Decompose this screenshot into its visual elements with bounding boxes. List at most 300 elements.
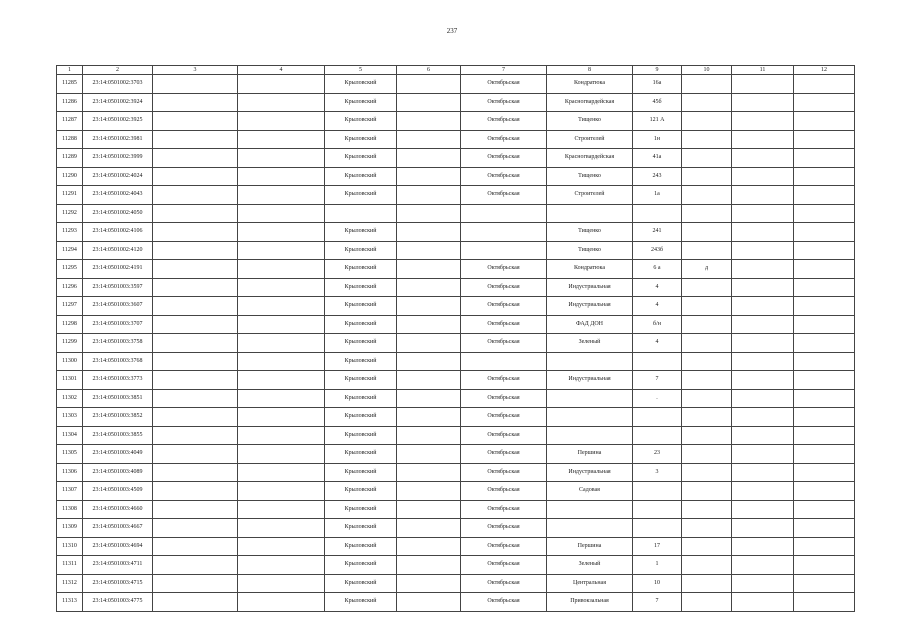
table-cell xyxy=(682,445,732,464)
table-cell: 7 xyxy=(633,593,682,612)
table-cell: Зеленый xyxy=(547,334,633,353)
table-cell xyxy=(153,297,238,316)
table-cell xyxy=(682,593,732,612)
table-cell xyxy=(794,93,855,112)
table-cell xyxy=(682,223,732,242)
table-cell: 4 xyxy=(633,297,682,316)
table-cell xyxy=(682,149,732,168)
table-cell: Тищенко xyxy=(547,112,633,131)
table-cell: 16а xyxy=(633,75,682,94)
table-cell xyxy=(397,112,461,131)
table-cell: 23:14:0501002:3924 xyxy=(83,93,153,112)
table-cell xyxy=(238,463,325,482)
registry-table xyxy=(56,65,855,612)
table-cell: 23:14:0501002:4106 xyxy=(83,223,153,242)
table-cell xyxy=(397,593,461,612)
table-cell xyxy=(732,278,794,297)
table-cell: Крыловский xyxy=(325,500,397,519)
table-cell xyxy=(153,204,238,223)
table-cell xyxy=(238,352,325,371)
table-cell: 23:14:0501002:4191 xyxy=(83,260,153,279)
table-cell: 23:14:0501003:4049 xyxy=(83,445,153,464)
table-cell: Кондратюка xyxy=(547,260,633,279)
table-cell: Садовая xyxy=(547,482,633,501)
table-cell xyxy=(238,167,325,186)
table-cell xyxy=(153,260,238,279)
table-cell xyxy=(682,408,732,427)
table-cell xyxy=(732,519,794,538)
table-cell: Крыловский xyxy=(325,426,397,445)
table-cell xyxy=(732,463,794,482)
table-cell: Крыловский xyxy=(325,75,397,94)
table-row xyxy=(57,149,855,168)
table-cell: 4 xyxy=(633,278,682,297)
table-row xyxy=(57,519,855,538)
table-cell: Крыловский xyxy=(325,593,397,612)
column-header: 9 xyxy=(633,66,682,75)
table-cell xyxy=(732,260,794,279)
table-cell xyxy=(397,149,461,168)
table-cell: Октябрьская xyxy=(461,463,547,482)
table-cell xyxy=(794,186,855,205)
table-cell xyxy=(732,297,794,316)
table-cell: Октябрьская xyxy=(461,130,547,149)
table-cell: 23:14:0501003:3607 xyxy=(83,297,153,316)
table-cell: 11303 xyxy=(57,408,83,427)
table-cell xyxy=(153,371,238,390)
table-cell xyxy=(153,463,238,482)
table-cell xyxy=(238,223,325,242)
table-row xyxy=(57,241,855,260)
table-cell xyxy=(153,130,238,149)
table-cell xyxy=(153,315,238,334)
table-cell xyxy=(397,297,461,316)
table-cell xyxy=(732,130,794,149)
table-cell: Октябрьская xyxy=(461,445,547,464)
table-cell: 11308 xyxy=(57,500,83,519)
table-cell: Строителей xyxy=(547,130,633,149)
table-cell: 11289 xyxy=(57,149,83,168)
table-cell: Крыловский xyxy=(325,482,397,501)
table-cell xyxy=(461,241,547,260)
table-cell: 11285 xyxy=(57,75,83,94)
table-row xyxy=(57,297,855,316)
table-row xyxy=(57,389,855,408)
table-cell xyxy=(397,334,461,353)
table-cell: 1 xyxy=(633,556,682,575)
table-cell xyxy=(794,445,855,464)
table-cell xyxy=(397,482,461,501)
table-cell: Октябрьская xyxy=(461,389,547,408)
table-cell: 11293 xyxy=(57,223,83,242)
table-cell: 11300 xyxy=(57,352,83,371)
table-cell xyxy=(325,204,397,223)
table-cell xyxy=(794,167,855,186)
table-row xyxy=(57,537,855,556)
table-cell xyxy=(794,537,855,556)
table-cell xyxy=(633,482,682,501)
table-cell xyxy=(547,500,633,519)
table-cell: 23:14:0501003:3855 xyxy=(83,426,153,445)
table-cell xyxy=(238,315,325,334)
table-cell: 23:14:0501003:3851 xyxy=(83,389,153,408)
table-cell xyxy=(238,408,325,427)
table-cell xyxy=(153,519,238,538)
table-cell: Октябрьская xyxy=(461,93,547,112)
table-cell: 11299 xyxy=(57,334,83,353)
table-cell xyxy=(794,556,855,575)
table-cell: Крыловский xyxy=(325,241,397,260)
table-cell xyxy=(238,371,325,390)
table-cell xyxy=(732,537,794,556)
table-cell: 10 xyxy=(633,574,682,593)
table-cell: 11306 xyxy=(57,463,83,482)
table-row xyxy=(57,93,855,112)
table-cell: 11288 xyxy=(57,130,83,149)
table-cell xyxy=(238,574,325,593)
table-cell xyxy=(732,241,794,260)
table-cell xyxy=(633,408,682,427)
table-cell xyxy=(397,463,461,482)
table-cell: Индустриальная xyxy=(547,371,633,390)
table-cell xyxy=(633,204,682,223)
table-cell xyxy=(633,519,682,538)
table-cell: Октябрьская xyxy=(461,149,547,168)
table-cell: Тищенко xyxy=(547,167,633,186)
table-cell xyxy=(547,519,633,538)
table-cell xyxy=(153,241,238,260)
table-cell xyxy=(794,463,855,482)
table-cell xyxy=(732,556,794,575)
table-cell xyxy=(153,112,238,131)
table-cell xyxy=(397,75,461,94)
table-cell: 11298 xyxy=(57,315,83,334)
table-cell xyxy=(682,167,732,186)
table-cell xyxy=(238,75,325,94)
table-cell xyxy=(397,130,461,149)
table-cell xyxy=(682,371,732,390)
table-cell xyxy=(682,574,732,593)
table-cell: 23:14:0501003:4715 xyxy=(83,574,153,593)
table-cell xyxy=(397,500,461,519)
column-header: 12 xyxy=(794,66,855,75)
table-cell: Октябрьская xyxy=(461,500,547,519)
table-cell: 23:14:0501003:4711 xyxy=(83,556,153,575)
table-cell xyxy=(794,241,855,260)
table-cell: 23:14:0501003:3758 xyxy=(83,334,153,353)
table-cell: 3 xyxy=(633,463,682,482)
table-cell: 4 xyxy=(633,334,682,353)
table-row xyxy=(57,75,855,94)
table-cell xyxy=(397,574,461,593)
table-cell: Крыловский xyxy=(325,297,397,316)
table-cell xyxy=(794,315,855,334)
table-cell xyxy=(397,223,461,242)
table-cell: 23:14:0501003:4089 xyxy=(83,463,153,482)
column-header: 8 xyxy=(547,66,633,75)
table-cell: Красногвардейская xyxy=(547,93,633,112)
table-cell: Строителей xyxy=(547,186,633,205)
table-cell: Крыловский xyxy=(325,556,397,575)
table-row xyxy=(57,204,855,223)
column-header: 7 xyxy=(461,66,547,75)
table-cell xyxy=(682,278,732,297)
table-cell xyxy=(238,297,325,316)
table-cell: 23:14:0501002:3703 xyxy=(83,75,153,94)
table-cell xyxy=(732,426,794,445)
table-cell: Привокзальная xyxy=(547,593,633,612)
table-cell xyxy=(732,223,794,242)
table-cell xyxy=(153,593,238,612)
table-cell xyxy=(682,463,732,482)
table-cell xyxy=(153,389,238,408)
table-cell xyxy=(397,426,461,445)
table-cell xyxy=(461,352,547,371)
column-header: 10 xyxy=(682,66,732,75)
table-cell xyxy=(794,149,855,168)
page-number: 237 xyxy=(446,27,458,35)
table-cell xyxy=(238,278,325,297)
table-cell: Крыловский xyxy=(325,445,397,464)
table-cell xyxy=(153,223,238,242)
table-cell xyxy=(732,389,794,408)
table-cell: Крыловский xyxy=(325,389,397,408)
table-cell xyxy=(397,241,461,260)
table-cell xyxy=(397,556,461,575)
table-cell: 23:14:0501003:4660 xyxy=(83,500,153,519)
table-cell: Октябрьская xyxy=(461,574,547,593)
table-cell: Крыловский xyxy=(325,519,397,538)
table-cell: Октябрьская xyxy=(461,537,547,556)
table-cell xyxy=(397,389,461,408)
table-cell: Крыловский xyxy=(325,130,397,149)
table-cell xyxy=(682,112,732,131)
table-cell: 1н xyxy=(633,130,682,149)
table-cell xyxy=(153,75,238,94)
table-cell xyxy=(397,315,461,334)
table-cell: Октябрьская xyxy=(461,315,547,334)
table-cell: 11307 xyxy=(57,482,83,501)
table-cell: 11286 xyxy=(57,93,83,112)
column-header: 11 xyxy=(732,66,794,75)
table-cell xyxy=(153,334,238,353)
table-cell: 17 xyxy=(633,537,682,556)
table-cell xyxy=(547,426,633,445)
table-cell xyxy=(732,352,794,371)
table-cell: Октябрьская xyxy=(461,186,547,205)
table-cell: 11294 xyxy=(57,241,83,260)
table-cell: 11287 xyxy=(57,112,83,131)
table-cell xyxy=(794,574,855,593)
table-cell xyxy=(794,500,855,519)
table-cell: 7 xyxy=(633,371,682,390)
table-row xyxy=(57,223,855,242)
table-cell xyxy=(732,445,794,464)
table-cell xyxy=(682,186,732,205)
table-cell: 11311 xyxy=(57,556,83,575)
table-cell xyxy=(153,408,238,427)
table-cell xyxy=(238,445,325,464)
table-cell: Кондратюка xyxy=(547,75,633,94)
table-cell xyxy=(153,500,238,519)
table-cell xyxy=(682,482,732,501)
table-cell xyxy=(794,260,855,279)
table-cell xyxy=(397,537,461,556)
table-cell: 11305 xyxy=(57,445,83,464)
table-cell xyxy=(238,260,325,279)
table-cell xyxy=(153,482,238,501)
table-cell: Октябрьская xyxy=(461,278,547,297)
table-cell xyxy=(794,389,855,408)
table-cell: 23:14:0501002:3925 xyxy=(83,112,153,131)
table-cell xyxy=(732,482,794,501)
table-cell xyxy=(461,204,547,223)
table-cell: 243 xyxy=(633,167,682,186)
table-cell: 41а xyxy=(633,149,682,168)
table-cell: Октябрьская xyxy=(461,408,547,427)
table-cell: 11295 xyxy=(57,260,83,279)
table-cell xyxy=(153,574,238,593)
table-cell xyxy=(794,482,855,501)
table-cell: Крыловский xyxy=(325,93,397,112)
table-row xyxy=(57,112,855,131)
table-cell xyxy=(547,204,633,223)
table-cell xyxy=(397,186,461,205)
table-cell xyxy=(682,130,732,149)
table-cell xyxy=(153,556,238,575)
table-cell: Крыловский xyxy=(325,574,397,593)
table-cell: Октябрьская xyxy=(461,482,547,501)
table-cell: Октябрьская xyxy=(461,371,547,390)
table-cell: 6 а xyxy=(633,260,682,279)
table-row xyxy=(57,352,855,371)
table-cell: 23:14:0501003:4775 xyxy=(83,593,153,612)
table-cell: Крыловский xyxy=(325,149,397,168)
table-cell: 11302 xyxy=(57,389,83,408)
table-cell xyxy=(732,75,794,94)
table-cell xyxy=(397,167,461,186)
table-cell xyxy=(397,93,461,112)
table-cell xyxy=(153,352,238,371)
column-header: 3 xyxy=(153,66,238,75)
table-cell: Октябрьская xyxy=(461,519,547,538)
table-cell xyxy=(682,334,732,353)
table-cell: Октябрьская xyxy=(461,593,547,612)
table-cell xyxy=(153,537,238,556)
table-cell xyxy=(153,167,238,186)
table-cell xyxy=(238,482,325,501)
table-cell: 23:14:0501002:4043 xyxy=(83,186,153,205)
table-cell xyxy=(153,278,238,297)
table-cell: 11312 xyxy=(57,574,83,593)
table-cell xyxy=(153,93,238,112)
table-cell xyxy=(732,93,794,112)
table-cell xyxy=(682,297,732,316)
table-cell xyxy=(397,519,461,538)
table-cell: Крыловский xyxy=(325,112,397,131)
table-cell: 23:14:0501003:3852 xyxy=(83,408,153,427)
table-cell: 23:14:0501003:4509 xyxy=(83,482,153,501)
table-row xyxy=(57,278,855,297)
table-cell xyxy=(397,260,461,279)
table-cell xyxy=(794,130,855,149)
table-cell: Крыловский xyxy=(325,408,397,427)
table-cell xyxy=(547,408,633,427)
table-cell: 23:14:0501003:3768 xyxy=(83,352,153,371)
table-cell: 23 xyxy=(633,445,682,464)
table-cell xyxy=(794,334,855,353)
table-cell: Октябрьская xyxy=(461,556,547,575)
table-cell xyxy=(682,426,732,445)
table-cell: 11290 xyxy=(57,167,83,186)
table-cell: Крыловский xyxy=(325,278,397,297)
table-cell xyxy=(153,445,238,464)
table-cell xyxy=(238,112,325,131)
table-cell xyxy=(794,371,855,390)
table-cell: 23:14:0501003:4694 xyxy=(83,537,153,556)
table-cell: 11291 xyxy=(57,186,83,205)
table-cell xyxy=(732,167,794,186)
table-cell xyxy=(732,112,794,131)
table-cell: Индустриальная xyxy=(547,463,633,482)
table-cell: 23:14:0501003:3707 xyxy=(83,315,153,334)
table-cell: ФАД ДОН xyxy=(547,315,633,334)
table-cell xyxy=(794,593,855,612)
table-cell xyxy=(682,315,732,334)
table-cell xyxy=(238,93,325,112)
table-cell: 45б xyxy=(633,93,682,112)
table-cell: Октябрьская xyxy=(461,260,547,279)
table-cell: 121 А xyxy=(633,112,682,131)
table-cell xyxy=(633,352,682,371)
table-cell xyxy=(794,408,855,427)
table-cell: 11301 xyxy=(57,371,83,390)
table-cell: Крыловский xyxy=(325,537,397,556)
table-cell: 23:14:0501003:3773 xyxy=(83,371,153,390)
table-cell: Индустриальная xyxy=(547,278,633,297)
table-cell: 23:14:0501002:4050 xyxy=(83,204,153,223)
table-cell: Октябрьская xyxy=(461,334,547,353)
table-row xyxy=(57,574,855,593)
table-cell xyxy=(238,186,325,205)
table-cell: 23:14:0501003:3597 xyxy=(83,278,153,297)
table-cell xyxy=(461,223,547,242)
table-cell xyxy=(732,408,794,427)
table-row xyxy=(57,371,855,390)
table-cell xyxy=(682,241,732,260)
table-body xyxy=(57,75,855,612)
table-cell xyxy=(633,500,682,519)
table-cell: Крыловский xyxy=(325,352,397,371)
table-row xyxy=(57,426,855,445)
header-row xyxy=(57,66,855,75)
table-row xyxy=(57,593,855,612)
table-cell xyxy=(794,426,855,445)
table-cell: Центральная xyxy=(547,574,633,593)
table-cell xyxy=(732,149,794,168)
table-cell: Крыловский xyxy=(325,223,397,242)
table-row xyxy=(57,500,855,519)
column-header: 4 xyxy=(238,66,325,75)
table-cell xyxy=(547,352,633,371)
table-cell: 23:14:0501003:4667 xyxy=(83,519,153,538)
table-cell xyxy=(794,352,855,371)
table-cell: 11292 xyxy=(57,204,83,223)
table-cell: 11296 xyxy=(57,278,83,297)
table-cell xyxy=(238,204,325,223)
table-cell: Першина xyxy=(547,445,633,464)
table-cell: 23:14:0501002:3999 xyxy=(83,149,153,168)
